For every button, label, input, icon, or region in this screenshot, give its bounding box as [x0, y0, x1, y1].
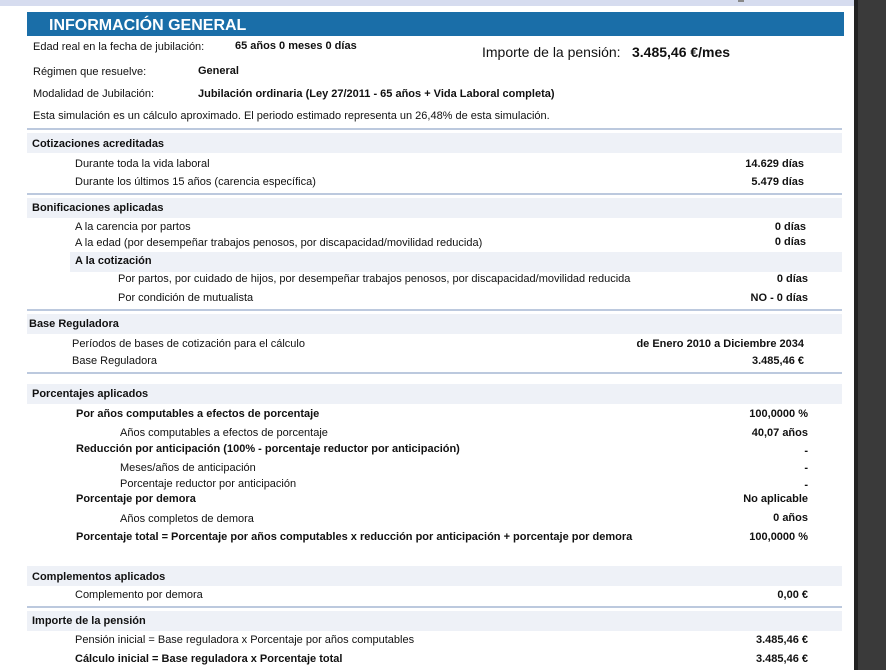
porcentajes-row-label: Reducción por anticipación (100% - porcentaje reductor por anticipación)	[76, 443, 460, 455]
porcentajes-row-label: Años completos de demora	[120, 513, 254, 525]
porcentajes-row-value: -	[804, 445, 808, 457]
section-banner-informacion-general: INFORMACIÓN GENERAL	[27, 12, 844, 36]
base-row-label: Base Reguladora	[72, 355, 158, 367]
porcentajes-total-value: 100,0000 %	[749, 531, 808, 543]
cotizacion-row-value: 0 días	[776, 273, 808, 285]
complementos-row-label: Complemento por demora	[75, 589, 203, 601]
edad-value: 65 años 0 meses 0 días	[235, 40, 357, 52]
porcentajes-total-label: Porcentaje total = Porcentaje por años computables x reducción por anticipación + porcentaje por demora	[76, 531, 633, 543]
cotizaciones-row-label: Durante toda la vida laboral	[75, 158, 210, 170]
previous-page-edge	[0, 0, 854, 6]
porcentajes-row-label: Por años computables a efectos de porcentaje	[76, 408, 320, 420]
page-shadow	[854, 0, 858, 670]
porcentajes-row-label: Porcentaje reductor por anticipación	[120, 478, 297, 490]
divider	[27, 193, 842, 195]
porcentajes-row-label: Meses/años de anticipación	[120, 462, 256, 474]
cotizacion-row-label: Por partos, por cuidado de hijos, por desempeñar trabajos penosos, por discapacidad/movilidad reducida	[118, 273, 631, 285]
section-header-porcentajes	[27, 384, 842, 404]
cotizaciones-row-label: Durante los últimos 15 años (carencia específica)	[75, 176, 316, 188]
porcentajes-title: Porcentajes aplicados	[32, 388, 149, 400]
importe-row-value: 3.485,46 €	[756, 653, 808, 665]
base-row-label: Períodos de bases de cotización para el cálculo	[72, 338, 305, 350]
base-title: Base Reguladora	[29, 318, 119, 330]
cotizaciones-title: Cotizaciones acreditadas	[32, 138, 165, 150]
divider	[27, 372, 842, 374]
bonificaciones-row-label: A la edad (por desempeñar trabajos penosos, por discapacidad/movilidad reducida)	[75, 237, 483, 249]
importe-row-value: 3.485,46 €	[756, 634, 808, 646]
porcentajes-row-value: 0 años	[773, 512, 808, 524]
importe-pension-label: Importe de la pensión:	[482, 44, 621, 60]
cotizacion-row-value: NO - 0 días	[750, 292, 808, 304]
modalidad-value: Jubilación ordinaria (Ley 27/2011 - 65 años + Vida Laboral completa)	[198, 88, 555, 100]
porcentajes-row-value: 40,07 años	[751, 427, 808, 439]
porcentajes-row-label: Porcentaje por demora	[76, 493, 196, 505]
bonificaciones-row-value: 0 días	[774, 221, 806, 233]
divider	[27, 128, 842, 130]
importe-row-label: Pensión inicial = Base reguladora x Porcentaje por años computables	[75, 634, 415, 646]
porcentajes-row-value: -	[804, 479, 808, 491]
bonificaciones-row-label: A la carencia por partos	[75, 221, 191, 233]
edad-label: Edad real en la fecha de jubilación:	[33, 41, 205, 53]
importe-pension-value: 3.485,46 €/mes	[632, 44, 731, 60]
porcentajes-row-value: -	[804, 462, 808, 474]
cotizacion-row-label: Por condición de mutualista	[118, 292, 254, 304]
cotizaciones-row-value: 14.629 días	[745, 158, 804, 170]
cotizaciones-row-value: 5.479 días	[751, 176, 804, 188]
porcentajes-row-value: No aplicable	[743, 493, 808, 505]
porcentajes-row-label: Años computables a efectos de porcentaje	[120, 427, 328, 439]
complementos-row-value: 0,00 €	[777, 589, 808, 601]
modalidad-label: Modalidad de Jubilación:	[33, 88, 155, 100]
porcentajes-row-value: 100,0000 %	[749, 408, 808, 420]
divider	[27, 309, 842, 311]
section-header-base-reguladora	[27, 314, 842, 334]
importe-title: Importe de la pensión	[32, 615, 146, 627]
cotizacion-subtitle: A la cotización	[75, 255, 152, 267]
regimen-value: General	[198, 65, 239, 77]
simulation-note: Esta simulación es un cálculo aproximado. El periodo estimado representa un 26,48% de esta simulación.	[33, 110, 550, 122]
regimen-label: Régimen que resuelve:	[33, 66, 147, 78]
bonificaciones-row-value: 0 días	[774, 236, 806, 248]
base-row-value: 3.485,46 €	[752, 355, 804, 367]
section-header-importe	[27, 611, 842, 631]
subsection-header-cotizacion	[70, 252, 842, 272]
bonificaciones-title: Bonificaciones aplicadas	[32, 202, 164, 214]
importe-row-label: Cálculo inicial = Base reguladora x Porcentaje total	[75, 653, 343, 665]
edge-mark	[738, 0, 744, 2]
complementos-title: Complementos aplicados	[32, 571, 166, 583]
base-row-value: de Enero 2010 a Diciembre 2034	[636, 338, 804, 350]
divider	[27, 606, 842, 608]
